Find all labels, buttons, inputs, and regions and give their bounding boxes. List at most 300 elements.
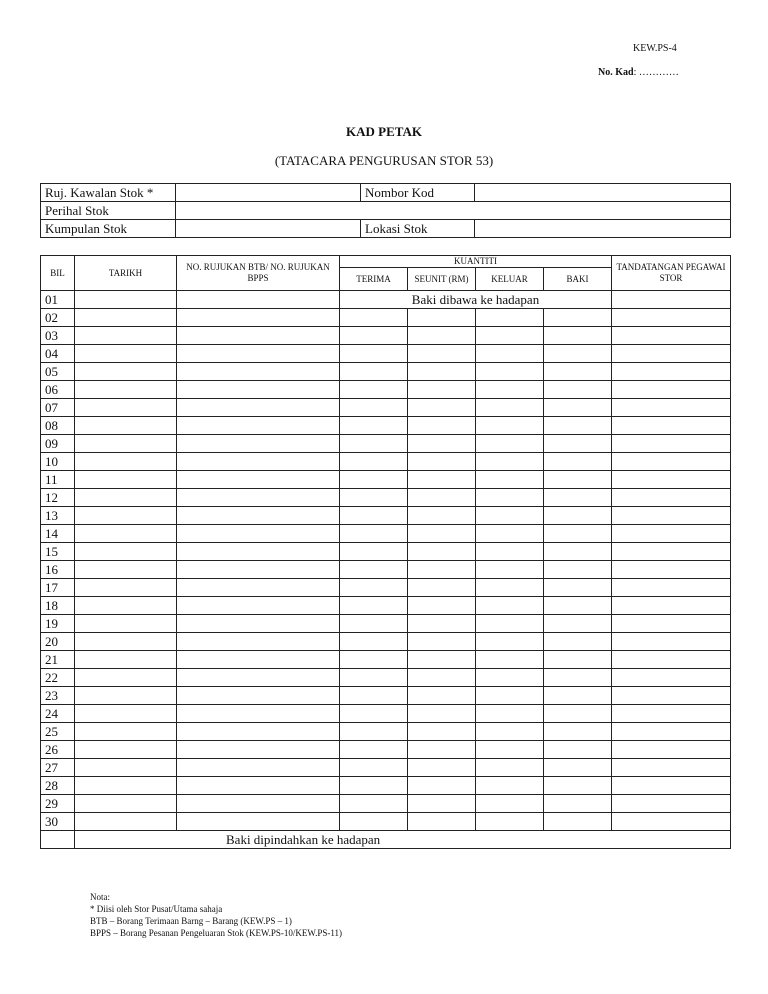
tarikh-cell[interactable] (75, 741, 177, 759)
table-row (41, 795, 731, 813)
rujukan-cell[interactable] (177, 309, 340, 327)
tandatangan-cell[interactable] (612, 579, 731, 597)
keluar-cell[interactable] (476, 777, 544, 795)
row-number: 29 (41, 795, 75, 813)
seunit-cell[interactable] (408, 309, 476, 327)
tarikh-cell[interactable] (75, 507, 177, 525)
notes (90, 891, 342, 939)
perihal-stok-field[interactable] (176, 202, 731, 220)
col-rujukan-header: NO. RUJUKAN BTB/ NO. RUJUKAN BPPS (177, 256, 340, 291)
stock-info-table (40, 183, 731, 238)
keluar-cell[interactable] (476, 363, 544, 381)
rujukan-cell[interactable] (177, 579, 340, 597)
baki-cell[interactable] (544, 777, 612, 795)
tarikh-cell[interactable] (75, 579, 177, 597)
tarikh-cell[interactable] (75, 399, 177, 417)
baki-cell[interactable] (544, 381, 612, 399)
baki-cell[interactable] (544, 399, 612, 417)
tandatangan-cell[interactable] (612, 633, 731, 651)
seunit-cell[interactable] (408, 507, 476, 525)
tandatangan-cell[interactable] (612, 345, 731, 363)
seunit-cell[interactable] (408, 651, 476, 669)
rujukan-cell[interactable] (177, 327, 340, 345)
seunit-cell[interactable] (408, 489, 476, 507)
tandatangan-cell[interactable] (612, 777, 731, 795)
kumpulan-stok-label: Kumpulan Stok (41, 220, 176, 238)
terima-cell[interactable] (340, 795, 408, 813)
terima-cell[interactable] (340, 687, 408, 705)
seunit-cell[interactable] (408, 723, 476, 741)
seunit-cell[interactable] (408, 381, 476, 399)
row-number: 14 (41, 525, 75, 543)
baki-cell[interactable] (544, 417, 612, 435)
btb-abbr: BTB (90, 916, 108, 926)
tarikh-cell[interactable] (75, 417, 177, 435)
rujukan-cell[interactable] (177, 633, 340, 651)
table-row (41, 453, 731, 471)
terima-cell[interactable] (340, 453, 408, 471)
rujukan-cell[interactable] (177, 723, 340, 741)
rujukan-cell[interactable] (177, 687, 340, 705)
terima-cell[interactable] (340, 327, 408, 345)
seunit-cell[interactable] (408, 525, 476, 543)
tarikh-cell[interactable] (75, 597, 177, 615)
baki-cell[interactable] (544, 633, 612, 651)
row-number: 05 (41, 363, 75, 381)
table-row (41, 327, 731, 345)
tarikh-cell[interactable] (75, 453, 177, 471)
rujukan-cell[interactable] (177, 651, 340, 669)
tarikh-cell[interactable] (75, 561, 177, 579)
tarikh-cell[interactable] (75, 777, 177, 795)
baki-cell[interactable] (544, 651, 612, 669)
table-row (41, 633, 731, 651)
terima-cell[interactable] (340, 597, 408, 615)
tandatangan-cell[interactable] (612, 381, 731, 399)
tandatangan-cell[interactable] (612, 741, 731, 759)
baki-cell[interactable] (544, 705, 612, 723)
tarikh-cell[interactable] (75, 345, 177, 363)
tarikh-cell[interactable] (75, 795, 177, 813)
seunit-cell[interactable] (408, 399, 476, 417)
seunit-cell[interactable] (408, 795, 476, 813)
table-row (41, 723, 731, 741)
tandatangan-cell[interactable] (612, 309, 731, 327)
row-number: 10 (41, 453, 75, 471)
row-number: 01 (41, 291, 75, 309)
row-number: 27 (41, 759, 75, 777)
rujukan-cell[interactable] (177, 399, 340, 417)
row-number: 12 (41, 489, 75, 507)
notes-line-3 (90, 927, 342, 939)
table-row (41, 507, 731, 525)
tandatangan-cell[interactable] (612, 327, 731, 345)
card-number (598, 67, 679, 78)
keluar-cell[interactable] (476, 561, 544, 579)
tandatangan-cell[interactable] (612, 525, 731, 543)
seunit-cell[interactable] (408, 705, 476, 723)
row-number: 07 (41, 399, 75, 417)
baki-cell[interactable] (544, 453, 612, 471)
terima-cell[interactable] (340, 561, 408, 579)
tandatangan-cell[interactable] (612, 687, 731, 705)
terima-cell[interactable] (340, 741, 408, 759)
tarikh-cell[interactable] (75, 309, 177, 327)
seunit-cell[interactable] (408, 759, 476, 777)
tandatangan-cell[interactable] (612, 723, 731, 741)
rujukan-cell[interactable] (177, 435, 340, 453)
lokasi-stok-label: Lokasi Stok (361, 220, 475, 238)
row-number: 08 (41, 417, 75, 435)
seunit-cell[interactable] (408, 345, 476, 363)
tarikh-cell[interactable] (75, 723, 177, 741)
terima-cell[interactable] (340, 309, 408, 327)
row-number: 02 (41, 309, 75, 327)
baki-cell[interactable] (544, 507, 612, 525)
table-row (41, 777, 731, 795)
table-row (41, 615, 731, 633)
keluar-cell[interactable] (476, 507, 544, 525)
tarikh-cell[interactable] (75, 525, 177, 543)
terima-cell[interactable] (340, 633, 408, 651)
tarikh-cell[interactable] (75, 633, 177, 651)
col-bil-header: BIL (41, 256, 75, 291)
terima-cell[interactable] (340, 579, 408, 597)
baki-cell[interactable] (544, 471, 612, 489)
tandatangan-cell[interactable] (612, 795, 731, 813)
tandatangan-cell[interactable] (612, 453, 731, 471)
row-number: 13 (41, 507, 75, 525)
tarikh-cell[interactable] (75, 327, 177, 345)
keluar-cell[interactable] (476, 597, 544, 615)
seunit-cell[interactable] (408, 435, 476, 453)
seunit-cell[interactable] (408, 453, 476, 471)
footer-empty-cell (41, 831, 75, 849)
row-number: 03 (41, 327, 75, 345)
terima-cell[interactable] (340, 651, 408, 669)
keluar-cell[interactable] (476, 813, 544, 831)
page-subtitle: (TATACARA PENGURUSAN STOR 53) (274, 153, 494, 168)
seunit-cell[interactable] (408, 327, 476, 345)
terima-cell[interactable] (340, 345, 408, 363)
baki-cell[interactable] (544, 669, 612, 687)
terima-cell[interactable] (340, 543, 408, 561)
keluar-cell[interactable] (476, 417, 544, 435)
baki-cell[interactable] (544, 795, 612, 813)
row-number: 06 (41, 381, 75, 399)
baki-cell[interactable] (544, 489, 612, 507)
terima-cell[interactable] (340, 525, 408, 543)
kumpulan-stok-field[interactable] (176, 220, 361, 238)
form-code: KEW.PS-4 (633, 43, 677, 54)
tarikh-cell[interactable] (75, 669, 177, 687)
table-row (41, 381, 731, 399)
table-row (41, 651, 731, 669)
notes-line-2 (90, 915, 342, 927)
rujukan-cell[interactable] (177, 453, 340, 471)
seunit-cell[interactable] (408, 561, 476, 579)
tarikh-cell[interactable] (75, 615, 177, 633)
terima-cell[interactable] (340, 777, 408, 795)
row-number: 24 (41, 705, 75, 723)
rujukan-cell[interactable] (177, 507, 340, 525)
row-number: 23 (41, 687, 75, 705)
seunit-cell[interactable] (408, 777, 476, 795)
tandatangan-cell[interactable] (612, 615, 731, 633)
terima-cell[interactable] (340, 489, 408, 507)
col-baki-header: BAKI (544, 268, 612, 291)
table-row (41, 687, 731, 705)
rujukan-cell[interactable] (177, 291, 340, 309)
tandatangan-cell[interactable] (612, 759, 731, 777)
row-number: 22 (41, 669, 75, 687)
row-number: 09 (41, 435, 75, 453)
rujukan-cell[interactable] (177, 669, 340, 687)
tarikh-cell[interactable] (75, 435, 177, 453)
terima-cell[interactable] (340, 435, 408, 453)
keluar-cell[interactable] (476, 471, 544, 489)
row-number: 17 (41, 579, 75, 597)
col-keluar-header: KELUAR (476, 268, 544, 291)
rujukan-cell[interactable] (177, 741, 340, 759)
tarikh-cell[interactable] (75, 705, 177, 723)
table-row (41, 435, 731, 453)
card-number-label: No. Kad (598, 67, 634, 78)
baki-cell[interactable] (544, 363, 612, 381)
nombor-kod-field[interactable] (475, 184, 731, 202)
keluar-cell[interactable] (476, 543, 544, 561)
rujukan-cell[interactable] (177, 417, 340, 435)
seunit-cell[interactable] (408, 615, 476, 633)
keluar-cell[interactable] (476, 345, 544, 363)
bpps-desc: – Borang Pesanan Pengeluaran Stok (KEW.PS-10/KEW.PS-11) (111, 928, 343, 938)
keluar-cell[interactable] (476, 399, 544, 417)
seunit-cell[interactable] (408, 687, 476, 705)
seunit-cell[interactable] (408, 813, 476, 831)
terima-cell[interactable] (340, 669, 408, 687)
baki-cell[interactable] (544, 579, 612, 597)
tarikh-cell[interactable] (75, 543, 177, 561)
rujukan-cell[interactable] (177, 543, 340, 561)
tandatangan-cell[interactable] (612, 597, 731, 615)
rujukan-cell[interactable] (177, 813, 340, 831)
balance-carried-forward: Baki dipindahkan ke hadapan (75, 831, 731, 849)
btb-desc: – Borang Terimaan Barng – Barang (KEW.PS – 1) (107, 916, 292, 926)
terima-cell[interactable] (340, 399, 408, 417)
keluar-cell[interactable] (476, 741, 544, 759)
col-kuantiti-header: KUANTITI (340, 256, 612, 268)
row-number: 19 (41, 615, 75, 633)
notes-heading: Nota: (90, 892, 110, 902)
rujukan-cell[interactable] (177, 363, 340, 381)
table-row (41, 597, 731, 615)
card-number-value: : ………… (633, 67, 679, 78)
perihal-stok-label: Perihal Stok (41, 202, 176, 220)
baki-cell[interactable] (544, 309, 612, 327)
tandatangan-cell[interactable] (612, 291, 731, 309)
keluar-cell[interactable] (476, 525, 544, 543)
terima-cell[interactable] (340, 471, 408, 489)
row-number: 28 (41, 777, 75, 795)
rujukan-cell[interactable] (177, 597, 340, 615)
tandatangan-cell[interactable] (612, 471, 731, 489)
keluar-cell[interactable] (476, 579, 544, 597)
table-row (41, 417, 731, 435)
seunit-cell[interactable] (408, 669, 476, 687)
tandatangan-cell[interactable] (612, 399, 731, 417)
baki-cell[interactable] (544, 687, 612, 705)
col-tarikh-header: TARIKH (75, 256, 177, 291)
table-row (41, 561, 731, 579)
baki-cell[interactable] (544, 615, 612, 633)
keluar-cell[interactable] (476, 453, 544, 471)
tarikh-cell[interactable] (75, 489, 177, 507)
row-number: 21 (41, 651, 75, 669)
table-row (41, 489, 731, 507)
footer-row (41, 831, 731, 849)
tandatangan-cell[interactable] (612, 813, 731, 831)
tarikh-cell[interactable] (75, 381, 177, 399)
keluar-cell[interactable] (476, 309, 544, 327)
col-seunit-header: SEUNIT (RM) (408, 268, 476, 291)
balance-brought-forward: Baki dibawa ke hadapan (340, 291, 612, 309)
tandatangan-cell[interactable] (612, 435, 731, 453)
terima-cell[interactable] (340, 507, 408, 525)
rujukan-cell[interactable] (177, 777, 340, 795)
keluar-cell[interactable] (476, 705, 544, 723)
table-row (41, 363, 731, 381)
keluar-cell[interactable] (476, 687, 544, 705)
table-row (41, 345, 731, 363)
keluar-cell[interactable] (476, 489, 544, 507)
ruj-kawalan-stok-label: Ruj. Kawalan Stok * (41, 184, 176, 202)
seunit-cell[interactable] (408, 597, 476, 615)
table-row (41, 759, 731, 777)
keluar-cell[interactable] (476, 633, 544, 651)
table-row (41, 579, 731, 597)
seunit-cell[interactable] (408, 741, 476, 759)
baki-cell[interactable] (544, 435, 612, 453)
terima-cell[interactable] (340, 615, 408, 633)
baki-cell[interactable] (544, 759, 612, 777)
terima-cell[interactable] (340, 723, 408, 741)
tarikh-cell[interactable] (75, 291, 177, 309)
row-number: 16 (41, 561, 75, 579)
tarikh-cell[interactable] (75, 651, 177, 669)
row-number: 15 (41, 543, 75, 561)
keluar-cell[interactable] (476, 651, 544, 669)
terima-cell[interactable] (340, 813, 408, 831)
baki-cell[interactable] (544, 327, 612, 345)
terima-cell[interactable] (340, 363, 408, 381)
seunit-cell[interactable] (408, 543, 476, 561)
tarikh-cell[interactable] (75, 471, 177, 489)
keluar-cell[interactable] (476, 381, 544, 399)
keluar-cell[interactable] (476, 615, 544, 633)
row-number: 18 (41, 597, 75, 615)
ruj-kawalan-stok-field[interactable] (176, 184, 361, 202)
keluar-cell[interactable] (476, 435, 544, 453)
rujukan-cell[interactable] (177, 525, 340, 543)
tandatangan-cell[interactable] (612, 489, 731, 507)
tarikh-cell[interactable] (75, 759, 177, 777)
table-row (41, 543, 731, 561)
baki-cell[interactable] (544, 345, 612, 363)
tandatangan-cell[interactable] (612, 705, 731, 723)
nombor-kod-label: Nombor Kod (361, 184, 475, 202)
col-tandatangan-header: TANDATANGAN PEGAWAI STOR (612, 256, 731, 291)
rujukan-cell[interactable] (177, 489, 340, 507)
rujukan-cell[interactable] (177, 759, 340, 777)
keluar-cell[interactable] (476, 723, 544, 741)
tarikh-cell[interactable] (75, 687, 177, 705)
terima-cell[interactable] (340, 381, 408, 399)
baki-cell[interactable] (544, 525, 612, 543)
stock-ledger-table (40, 255, 731, 849)
baki-cell[interactable] (544, 561, 612, 579)
terima-cell[interactable] (340, 705, 408, 723)
table-row (41, 309, 731, 327)
tandatangan-cell[interactable] (612, 507, 731, 525)
page-title: KAD PETAK (346, 124, 422, 139)
rujukan-cell[interactable] (177, 471, 340, 489)
keluar-cell[interactable] (476, 327, 544, 345)
row-number: 11 (41, 471, 75, 489)
rujukan-cell[interactable] (177, 561, 340, 579)
lokasi-stok-field[interactable] (475, 220, 731, 238)
tandatangan-cell[interactable] (612, 651, 731, 669)
baki-cell[interactable] (544, 723, 612, 741)
tandatangan-cell[interactable] (612, 417, 731, 435)
bpps-abbr: BPPS (90, 928, 112, 938)
terima-cell[interactable] (340, 759, 408, 777)
table-row (41, 399, 731, 417)
seunit-cell[interactable] (408, 417, 476, 435)
keluar-cell[interactable] (476, 795, 544, 813)
table-row (41, 705, 731, 723)
keluar-cell[interactable] (476, 759, 544, 777)
seunit-cell[interactable] (408, 579, 476, 597)
tandatangan-cell[interactable] (612, 363, 731, 381)
tarikh-cell[interactable] (75, 363, 177, 381)
rujukan-cell[interactable] (177, 795, 340, 813)
tandatangan-cell[interactable] (612, 561, 731, 579)
rujukan-cell[interactable] (177, 381, 340, 399)
rujukan-cell[interactable] (177, 705, 340, 723)
tandatangan-cell[interactable] (612, 669, 731, 687)
baki-cell[interactable] (544, 741, 612, 759)
tandatangan-cell[interactable] (612, 543, 731, 561)
seunit-cell[interactable] (408, 363, 476, 381)
terima-cell[interactable] (340, 417, 408, 435)
baki-cell[interactable] (544, 813, 612, 831)
row-number: 20 (41, 633, 75, 651)
baki-cell[interactable] (544, 543, 612, 561)
rujukan-cell[interactable] (177, 615, 340, 633)
table-row (41, 741, 731, 759)
table-row (41, 525, 731, 543)
keluar-cell[interactable] (476, 669, 544, 687)
table-row (41, 471, 731, 489)
seunit-cell[interactable] (408, 471, 476, 489)
seunit-cell[interactable] (408, 633, 476, 651)
baki-cell[interactable] (544, 597, 612, 615)
row-number: 30 (41, 813, 75, 831)
row-number: 25 (41, 723, 75, 741)
row-number: 04 (41, 345, 75, 363)
rujukan-cell[interactable] (177, 345, 340, 363)
tarikh-cell[interactable] (75, 813, 177, 831)
